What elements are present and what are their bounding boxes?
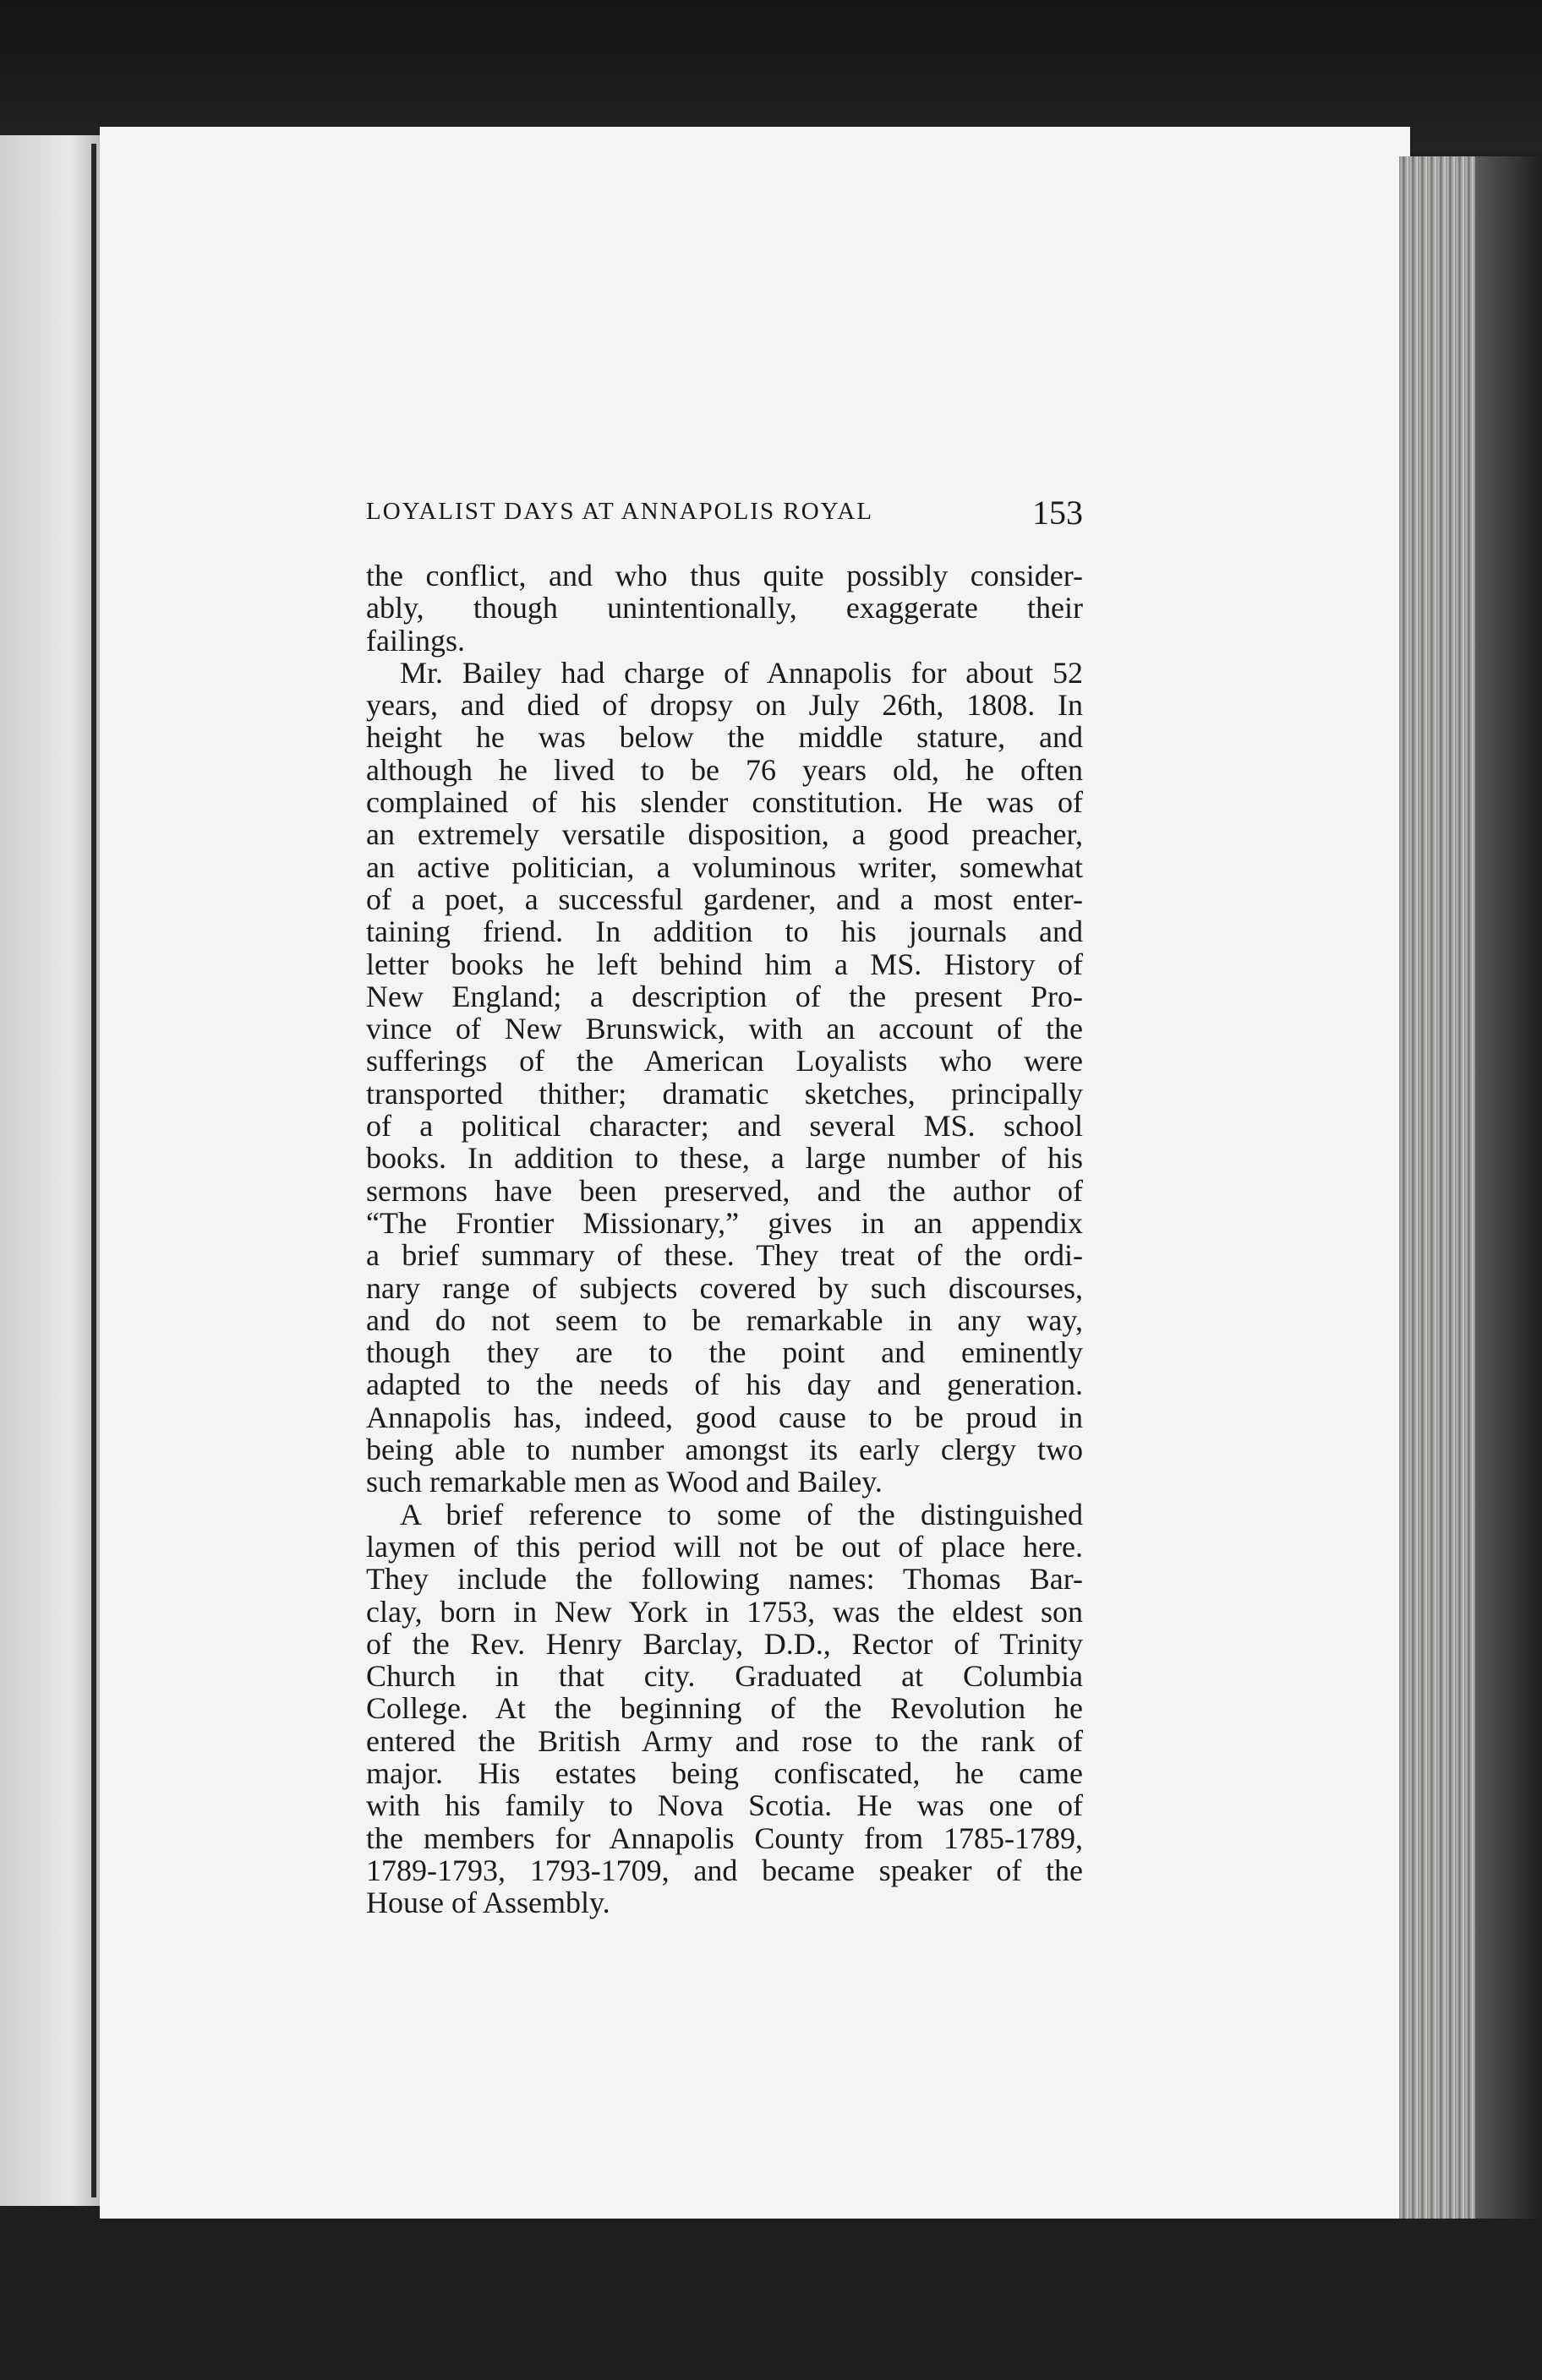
text-line: nary range of subjects covered by such discourses, <box>366 1270 1083 1305</box>
text-line: laymen of this period will not be out of place here. <box>366 1529 1083 1564</box>
text-line: Annapolis has, indeed, good cause to be proud in <box>366 1400 1083 1434</box>
text-line: and do not seem to be remarkable in any way, <box>366 1302 1083 1337</box>
text-line: New England; a description of the present Pro- <box>366 979 1083 1013</box>
text-line: sufferings of the American Loyalists who were <box>366 1044 1083 1078</box>
text-line: although he lived to be 76 years old, he often <box>366 752 1083 787</box>
page-edge-shadow <box>1475 156 1542 2219</box>
text-line: “The Frontier Missionary,” gives in an appendix <box>366 1205 1083 1240</box>
text-line: years, and died of dropsy on July 26th, 1808. In <box>366 688 1083 723</box>
text-line: being able to number amongst its early clergy two <box>366 1433 1083 1467</box>
text-line: the members for Annapolis County from 1785-1789, <box>366 1820 1083 1855</box>
text-line: Mr. Bailey had charge of Annapolis for about 52 <box>400 655 1083 690</box>
text-line: an active politician, a voluminous writer, somewhat <box>366 849 1083 884</box>
text-line: books. In addition to these, a large number of his <box>366 1141 1083 1176</box>
text-line: Church in that city. Graduated at Columbia <box>366 1659 1083 1694</box>
text-line: a brief summary of these. They treat of the ordi- <box>366 1238 1083 1273</box>
text-line: with his family to Nova Scotia. He was one of <box>366 1788 1083 1823</box>
text-line: of a poet, a successful gardener, and a most enter- <box>366 882 1083 916</box>
text-line: complained of his slender constitution. He was of <box>366 785 1083 820</box>
text-line: though they are to the point and eminently <box>366 1335 1083 1370</box>
book-gutter <box>91 144 96 2197</box>
text-line: vince of New Brunswick, with an account of the <box>366 1012 1083 1046</box>
body-text <box>366 560 1083 1919</box>
text-line: clay, born in New York in 1753, was the eldest son <box>366 1594 1083 1629</box>
text-line: House of Assembly. <box>366 1886 610 1920</box>
text-line: letter books he left behind him a MS. History of <box>366 947 1083 981</box>
text-line: the conflict, and who thus quite possibly consider- <box>366 559 1083 592</box>
page-number: 153 <box>1032 494 1083 532</box>
text-line: College. At the beginning of the Revolution he <box>366 1691 1083 1726</box>
running-head-title: LOYALIST DAYS AT ANNAPOLIS ROYAL <box>366 498 874 525</box>
text-line: A brief reference to some of the distinguished <box>400 1497 1083 1531</box>
text-line: an extremely versatile disposition, a good preacher, <box>366 817 1083 852</box>
text-line: They include the following names: Thomas Bar- <box>366 1562 1083 1597</box>
text-line: sermons have been preserved, and the author of <box>366 1173 1083 1208</box>
running-head <box>366 486 1083 537</box>
page-fore-edge <box>1399 156 1484 2219</box>
text-line: taining friend. In addition to his journals and <box>366 914 1083 949</box>
text-line: height he was below the middle stature, and <box>366 720 1083 755</box>
text-line: ably, though unintentionally, exaggerate their <box>366 591 1083 625</box>
text-line: 1789-1793, 1793-1709, and became speaker of the <box>366 1853 1083 1887</box>
text-line: failings. <box>366 623 465 658</box>
text-line: major. His estates being confiscated, he came <box>366 1755 1083 1790</box>
facing-page-edge <box>0 135 100 2206</box>
text-line: adapted to the needs of his day and generation. <box>366 1367 1083 1402</box>
text-line: entered the British Army and rose to the rank of <box>366 1723 1083 1758</box>
text-line: of the Rev. Henry Barclay, D.D., Rector of Trinity <box>366 1626 1083 1661</box>
text-line: of a political character; and several MS. school <box>366 1109 1083 1144</box>
text-line: such remarkable men as Wood and Bailey. <box>366 1465 883 1499</box>
text-line: transported thither; dramatic sketches, principally <box>366 1076 1083 1111</box>
